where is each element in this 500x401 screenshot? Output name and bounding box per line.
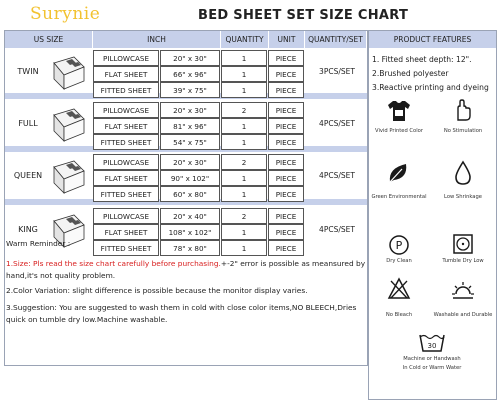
feature-item: 3.Reactive printing and dyeing: [372, 83, 489, 92]
dry-clean-icon: [384, 232, 414, 258]
inch-cell: 90" x 102": [160, 170, 220, 186]
header-product-features: PRODUCT FEATURES: [369, 31, 496, 48]
item-cell: FLAT SHEET: [93, 170, 159, 186]
item-cell: PILLOWCASE: [93, 154, 159, 170]
inch-cell: 20" x 30": [160, 154, 220, 170]
unit-cell: PIECE: [268, 224, 304, 240]
inch-cell: 20" x 30": [160, 102, 220, 118]
icon-caption: Dry Clean: [386, 258, 412, 264]
quantity-per-set: 4PCS/SET: [319, 225, 355, 234]
inch-cell: 20" x 40": [160, 208, 220, 224]
unit-cell: PIECE: [268, 82, 304, 98]
unit-cell: PIECE: [268, 208, 304, 224]
item-cell: PILLOWCASE: [93, 102, 159, 118]
reminder-size-red: 1.Size: Pls read the size chart carefully before purchasing.: [6, 259, 221, 268]
quantity-cell: 1: [221, 50, 267, 66]
inch-cell: 108" x 102": [160, 224, 220, 240]
header-unit: UNIT: [269, 31, 305, 48]
reminder-title: Warm Reminder :: [6, 239, 71, 248]
feature-item: 2.Brushed polyester: [372, 69, 449, 78]
shirt-icon: [384, 98, 414, 124]
unit-cell: PIECE: [268, 186, 304, 202]
inch-cell: 81" x 96": [160, 118, 220, 134]
header-inch: INCH: [93, 31, 221, 48]
icon-caption: Tumble Dry Low: [442, 258, 484, 264]
item-cell: PILLOWCASE: [93, 208, 159, 224]
inch-cell: 60" x 80": [160, 186, 220, 202]
icon-caption: Washable and Durable: [433, 312, 493, 318]
icon-caption: Green Environmental: [371, 194, 427, 200]
bed-diagram-icon: [48, 53, 88, 93]
quantity-cell: 2: [221, 102, 267, 118]
quantity-cell: 2: [221, 208, 267, 224]
quantity-cell: 1: [221, 224, 267, 240]
leaf-icon: [384, 160, 414, 186]
item-cell: FITTED SHEET: [93, 134, 159, 150]
header-us-size: US SIZE: [5, 31, 93, 48]
inch-cell: 54" x 75": [160, 134, 220, 150]
hand-icon: [448, 98, 478, 124]
reminder-suggestion: 3.Suggestion: You are suggested to wash them in cold with close color items,NO BLEECH,Dries quick on tumble dry low.Machine washable.: [6, 303, 357, 324]
reminder-color: 2.Color Variation: slight difference is possible because the monitor display varies.: [6, 286, 308, 295]
size-label: KING: [18, 225, 38, 234]
bed-diagram-icon: [48, 105, 88, 145]
icon-caption: Machine or Handwash In Cold or Warm Water: [402, 356, 462, 371]
unit-cell: PIECE: [268, 118, 304, 134]
item-cell: FLAT SHEET: [93, 118, 159, 134]
no-bleach-icon: [384, 276, 414, 302]
unit-cell: PIECE: [268, 170, 304, 186]
item-cell: PILLOWCASE: [93, 50, 159, 66]
reminder-size-rest: +-2" error is possible as meansured by hand,it's not quality problem.: [6, 259, 366, 280]
unit-cell: PIECE: [268, 102, 304, 118]
quantity-cell: 1: [221, 66, 267, 82]
chart-title: BED SHEET SET SIZE CHART: [198, 8, 409, 23]
header-quantity-set: QUANTITY/SET: [305, 31, 367, 48]
quantity-cell: 2: [221, 154, 267, 170]
icon-caption: Low Shrinkage: [444, 194, 482, 200]
icon-caption: No Stimulation: [443, 128, 483, 134]
quantity-per-set: 3PCS/SET: [319, 67, 355, 76]
unit-cell: PIECE: [268, 66, 304, 82]
quantity-cell: 1: [221, 240, 267, 256]
unit-cell: PIECE: [268, 154, 304, 170]
quantity-per-set: 4PCS/SET: [319, 119, 355, 128]
svg-text:P: P: [395, 239, 403, 252]
feature-item: 1. Fitted sheet depth: 12".: [372, 55, 472, 64]
wash-tub-icon: [417, 329, 447, 355]
inch-cell: 66" x 96": [160, 66, 220, 82]
drop-icon: [448, 160, 478, 186]
header-quantity: QUANTITY: [221, 31, 269, 48]
item-cell: FLAT SHEET: [93, 66, 159, 82]
quantity-per-set: 4PCS/SET: [319, 171, 355, 180]
item-cell: FITTED SHEET: [93, 240, 159, 256]
unit-cell: PIECE: [268, 134, 304, 150]
unit-cell: PIECE: [268, 240, 304, 256]
icon-caption: No Bleach: [385, 312, 413, 318]
brand-logo: Surynie: [30, 4, 101, 24]
bed-diagram-icon: [48, 157, 88, 197]
tumble-dry-icon: [448, 232, 478, 258]
quantity-cell: 1: [221, 186, 267, 202]
unit-cell: PIECE: [268, 50, 304, 66]
item-cell: FITTED SHEET: [93, 82, 159, 98]
quantity-cell: 1: [221, 170, 267, 186]
size-label: QUEEN: [13, 171, 43, 180]
icon-caption: Vivid Printed Color: [375, 128, 423, 134]
quantity-cell: 1: [221, 118, 267, 134]
quantity-cell: 1: [221, 134, 267, 150]
inch-cell: 20" x 30": [160, 50, 220, 66]
size-label: TWIN: [17, 67, 39, 76]
size-label: FULL: [18, 119, 38, 128]
inch-cell: 78" x 80": [160, 240, 220, 256]
reminder-size: [6, 258, 366, 282]
sun-icon: [448, 276, 478, 302]
item-cell: FLAT SHEET: [93, 224, 159, 240]
inch-cell: 39" x 75": [160, 82, 220, 98]
quantity-cell: 1: [221, 82, 267, 98]
svg-text:30: 30: [427, 342, 437, 350]
item-cell: FITTED SHEET: [93, 186, 159, 202]
